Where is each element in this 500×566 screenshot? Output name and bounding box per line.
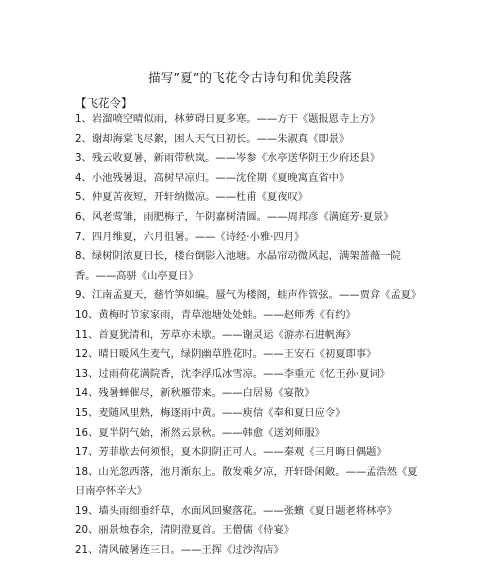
poem-line: 2、谢却海棠飞尽絮，困人天气日初长。——朱淑真《即景》	[75, 132, 350, 145]
poem-line: 21、清风破暑连三日。——王挥《过沙沟店》	[75, 544, 284, 557]
poem-line: 6、风老莺雏，雨肥梅子，午阴嘉树清圆。——周邦彦《满庭芳·夏景》	[75, 210, 394, 223]
poem-line: 7、四月维夏，六月徂暑。——《诗经·小雅·四月》	[75, 230, 305, 243]
poem-line: 10、黄梅时节家家雨，青草池塘处处蛙。——赵师秀《有约》	[75, 308, 356, 321]
poem-line: 15、麦随风里熟，梅逐雨中黄。——庾信《奉和夏日应令》	[75, 406, 346, 419]
poem-line: 20、丽景烛春余，清阴澄夏首。王僧儒《侍宴》	[75, 524, 295, 537]
poem-line: 17、芳菲歇去何须恨，夏木阴阴正可人。——秦观《三月晦日偶题》	[75, 446, 387, 459]
poem-line: 13、过雨荷花满院香，沈李浮瓜冰雪凉。——李重元《忆王孙·夏词》	[75, 367, 390, 380]
section-label: 【飞花令】	[75, 96, 133, 110]
poem-line: 16、夏半阴气始，淅然云景秋。——韩愈《送刘师服》	[75, 426, 325, 439]
poem-line: 3、残云收夏暑，新雨带秋岚。——岑参《水亭送华阴王少府还县》	[75, 152, 381, 165]
poem-line: 12、晴日暖风生麦气，绿阴幽草胜花时。——王安石《初夏即事》	[75, 348, 377, 361]
poem-line: 8、绿树阴浓夏日长，楼台倒影入池塘。水晶帘动微风起，满架蔷薇一院香。——高骈《山亭夏日》	[75, 250, 401, 282]
poem-line: 9、江南孟夏天，慈竹笋如编。蜃气为楼阁，蛙声作管弦。——贾弇《孟夏》	[75, 289, 422, 302]
poem-line: 11、首夏犹清和，芳草亦未歇。——谢灵运《游赤石进帆海》	[75, 328, 356, 341]
poem-line: 18、山光忽西落，池月渐东上。散发乘夕凉，开轩卧闲敞。——孟浩然《夏日南亭怀辛大》	[75, 465, 418, 498]
document-title: 描写”夏”的飞花令古诗句和优美段落	[148, 70, 352, 85]
poem-line: 5、仲夏苦夜短，开轩纳微凉。——杜甫《夏夜叹》	[75, 191, 309, 204]
poem-line: 19、墙头雨细垂纤草，水面风回聚落花。——张蠙《夏日题老将林亭》	[75, 504, 398, 517]
poem-line: 4、小池残暑退，高树早凉归。——沈佺期《夏晚寓直省中》	[75, 171, 350, 184]
poem-line: 14、残暑蝉催尽，新秋雁带来。——白居易《宴散》	[75, 387, 315, 400]
poem-line-list	[75, 110, 420, 561]
poem-line: 1、岩溜喷空晴似雨，林萝碍日夏多寒。——方干《题报恩寺上方》	[75, 113, 381, 125]
